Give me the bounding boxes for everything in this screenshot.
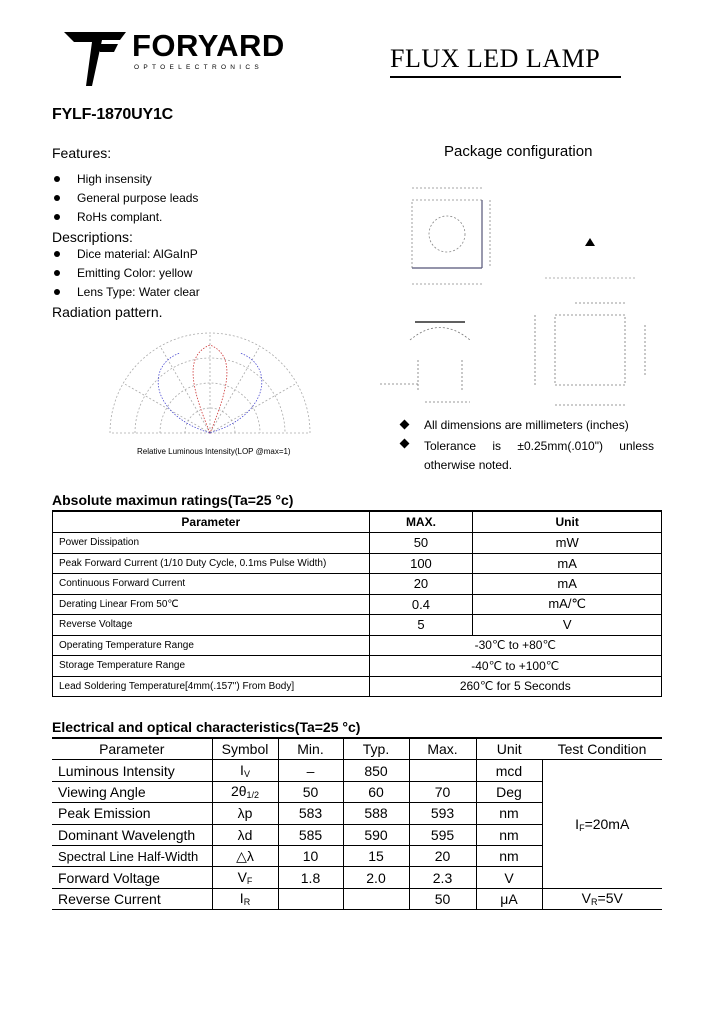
features-heading: Features: <box>52 145 112 161</box>
package-note: All dimensions are millimeters (inches) <box>424 418 629 432</box>
symbol-cell: λp <box>212 803 278 824</box>
bullet-icon <box>54 270 60 276</box>
package-drawing-top <box>390 178 510 290</box>
package-note: Tolerance is ±0.25mm(.010") unless otherwise noted. <box>424 439 654 472</box>
package-drawing-front <box>370 310 500 415</box>
bullet-icon <box>54 176 60 182</box>
column-header: Unit <box>476 738 542 760</box>
table-row <box>53 656 662 677</box>
table-row <box>53 594 662 615</box>
descriptions-heading: Descriptions: <box>52 229 133 245</box>
table-row <box>53 635 662 656</box>
param-cell: Operating Temperature Range <box>53 635 370 656</box>
table-row <box>53 615 662 636</box>
radiation-caption: Relative Luminous Intensity(LOP @max=1) <box>137 447 291 456</box>
param-cell: Peak Emission <box>52 803 212 824</box>
column-header: Unit <box>473 511 662 533</box>
test-condition-cell: $V_R=5V$ <box>542 888 662 909</box>
merged-cell: -40℃ to +100℃ <box>369 656 661 677</box>
min-cell: – <box>278 760 343 781</box>
symbol-cell: λd <box>212 824 278 845</box>
min-cell <box>278 888 343 909</box>
unit-cell: mW <box>473 533 662 554</box>
diamond-bullet-icon <box>400 420 410 430</box>
unit-cell: mA/℃ <box>473 594 662 615</box>
column-header: Symbol <box>212 738 278 760</box>
param-cell: Dominant Wavelength <box>52 824 212 845</box>
max-cell: 50 <box>369 533 473 554</box>
bullet-icon <box>54 251 60 257</box>
unit-cell: nm <box>476 803 542 824</box>
column-header: Parameter <box>52 738 212 760</box>
max-cell: 593 <box>409 803 476 824</box>
brand-logo <box>62 28 287 88</box>
max-cell: 20 <box>369 574 473 595</box>
title-rule <box>390 76 621 78</box>
symbol-cell: $I_V$ <box>212 760 278 781</box>
package-heading: Package configuration <box>444 143 593 160</box>
max-cell: 50 <box>409 888 476 909</box>
column-header: MAX. <box>369 511 473 533</box>
unit-cell: nm <box>476 824 542 845</box>
typ-cell <box>343 888 409 909</box>
merged-cell: -30℃ to +80℃ <box>369 635 661 656</box>
radiation-pattern-diagram <box>90 325 330 440</box>
eo-chars-table <box>52 737 662 910</box>
column-header: Typ. <box>343 738 409 760</box>
unit-cell: V <box>476 867 542 888</box>
max-cell: 5 <box>369 615 473 636</box>
bullet-icon <box>54 195 60 201</box>
table-row <box>53 533 662 554</box>
symbol-cell: $2\theta_{1/2}$ <box>212 781 278 802</box>
param-cell: Reverse Current <box>52 888 212 909</box>
min-cell: 583 <box>278 803 343 824</box>
typ-cell: 850 <box>343 760 409 781</box>
column-header: Min. <box>278 738 343 760</box>
table-header-row <box>52 738 662 760</box>
param-cell: Lead Soldering Temperature[4mm(.157") From Body] <box>53 676 370 697</box>
package-drawing-side <box>540 190 640 290</box>
min-cell: 1.8 <box>278 867 343 888</box>
column-header: Max. <box>409 738 476 760</box>
min-cell: 10 <box>278 845 343 866</box>
table-row <box>53 574 662 595</box>
abs-ratings-table <box>52 510 662 697</box>
max-cell: 0.4 <box>369 594 473 615</box>
column-header: Test Condition <box>542 738 662 760</box>
table-row <box>52 760 662 781</box>
feature-item: RoHs complant. <box>77 210 163 224</box>
min-cell: 50 <box>278 781 343 802</box>
param-cell: Power Dissipation <box>53 533 370 554</box>
brand-tagline: OPTOELECTRONICS <box>134 64 264 71</box>
typ-cell: 2.0 <box>343 867 409 888</box>
merged-cell: 260℃ for 5 Seconds <box>369 676 661 697</box>
max-cell: 70 <box>409 781 476 802</box>
max-cell: 20 <box>409 845 476 866</box>
min-cell: 585 <box>278 824 343 845</box>
param-cell: Continuous Forward Current <box>53 574 370 595</box>
table-row <box>53 676 662 697</box>
column-header: Parameter <box>53 511 370 533</box>
param-cell: Luminous Intensity <box>52 760 212 781</box>
unit-cell: μA <box>476 888 542 909</box>
description-item: Dice material: AlGaInP <box>77 247 198 261</box>
unit-cell: V <box>473 615 662 636</box>
typ-cell: 15 <box>343 845 409 866</box>
feature-item: General purpose leads <box>77 191 199 205</box>
doc-title: FLUX LED LAMP <box>390 44 601 73</box>
param-cell: Derating Linear From 50℃ <box>53 594 370 615</box>
unit-cell: mA <box>473 574 662 595</box>
unit-cell: nm <box>476 845 542 866</box>
symbol-cell: △λ <box>212 845 278 866</box>
package-drawing-outline <box>515 295 665 415</box>
feature-item: High insensity <box>77 172 152 186</box>
bullet-icon <box>54 289 60 295</box>
abs-ratings-heading: Absolute maximun ratings(Ta=25 °c) <box>52 492 294 508</box>
table-row <box>53 553 662 574</box>
param-cell: Reverse Voltage <box>53 615 370 636</box>
description-item: Emitting Color: yellow <box>77 266 193 280</box>
radiation-heading: Radiation pattern. <box>52 304 163 320</box>
max-cell: 2.3 <box>409 867 476 888</box>
unit-cell: Deg <box>476 781 542 802</box>
logo-mark-icon <box>62 30 128 88</box>
part-number: FYLF-1870UY1C <box>52 106 173 123</box>
max-cell <box>409 760 476 781</box>
param-cell: Storage Temperature Range <box>53 656 370 677</box>
table-row <box>52 888 662 909</box>
param-cell: Forward Voltage <box>52 867 212 888</box>
max-cell: 100 <box>369 553 473 574</box>
test-condition-cell: $I_F=20mA$ <box>542 760 662 888</box>
param-cell: Spectral Line Half-Width <box>52 845 212 866</box>
unit-cell: mA <box>473 553 662 574</box>
diamond-bullet-icon <box>400 439 410 449</box>
typ-cell: 60 <box>343 781 409 802</box>
param-cell: Viewing Angle <box>52 781 212 802</box>
table-header-row <box>53 511 662 533</box>
unit-cell: mcd <box>476 760 542 781</box>
typ-cell: 590 <box>343 824 409 845</box>
brand-name: FORYARD <box>132 28 285 63</box>
symbol-cell: $I_R$ <box>212 888 278 909</box>
symbol-cell: $V_F$ <box>212 867 278 888</box>
typ-cell: 588 <box>343 803 409 824</box>
eo-chars-heading: Electrical and optical characteristics(Ta=25 °c) <box>52 719 361 735</box>
param-cell: Peak Forward Current (1/10 Duty Cycle, 0.1ms Pulse Width) <box>53 553 370 574</box>
description-item: Lens Type: Water clear <box>77 285 200 299</box>
bullet-icon <box>54 214 60 220</box>
max-cell: 595 <box>409 824 476 845</box>
